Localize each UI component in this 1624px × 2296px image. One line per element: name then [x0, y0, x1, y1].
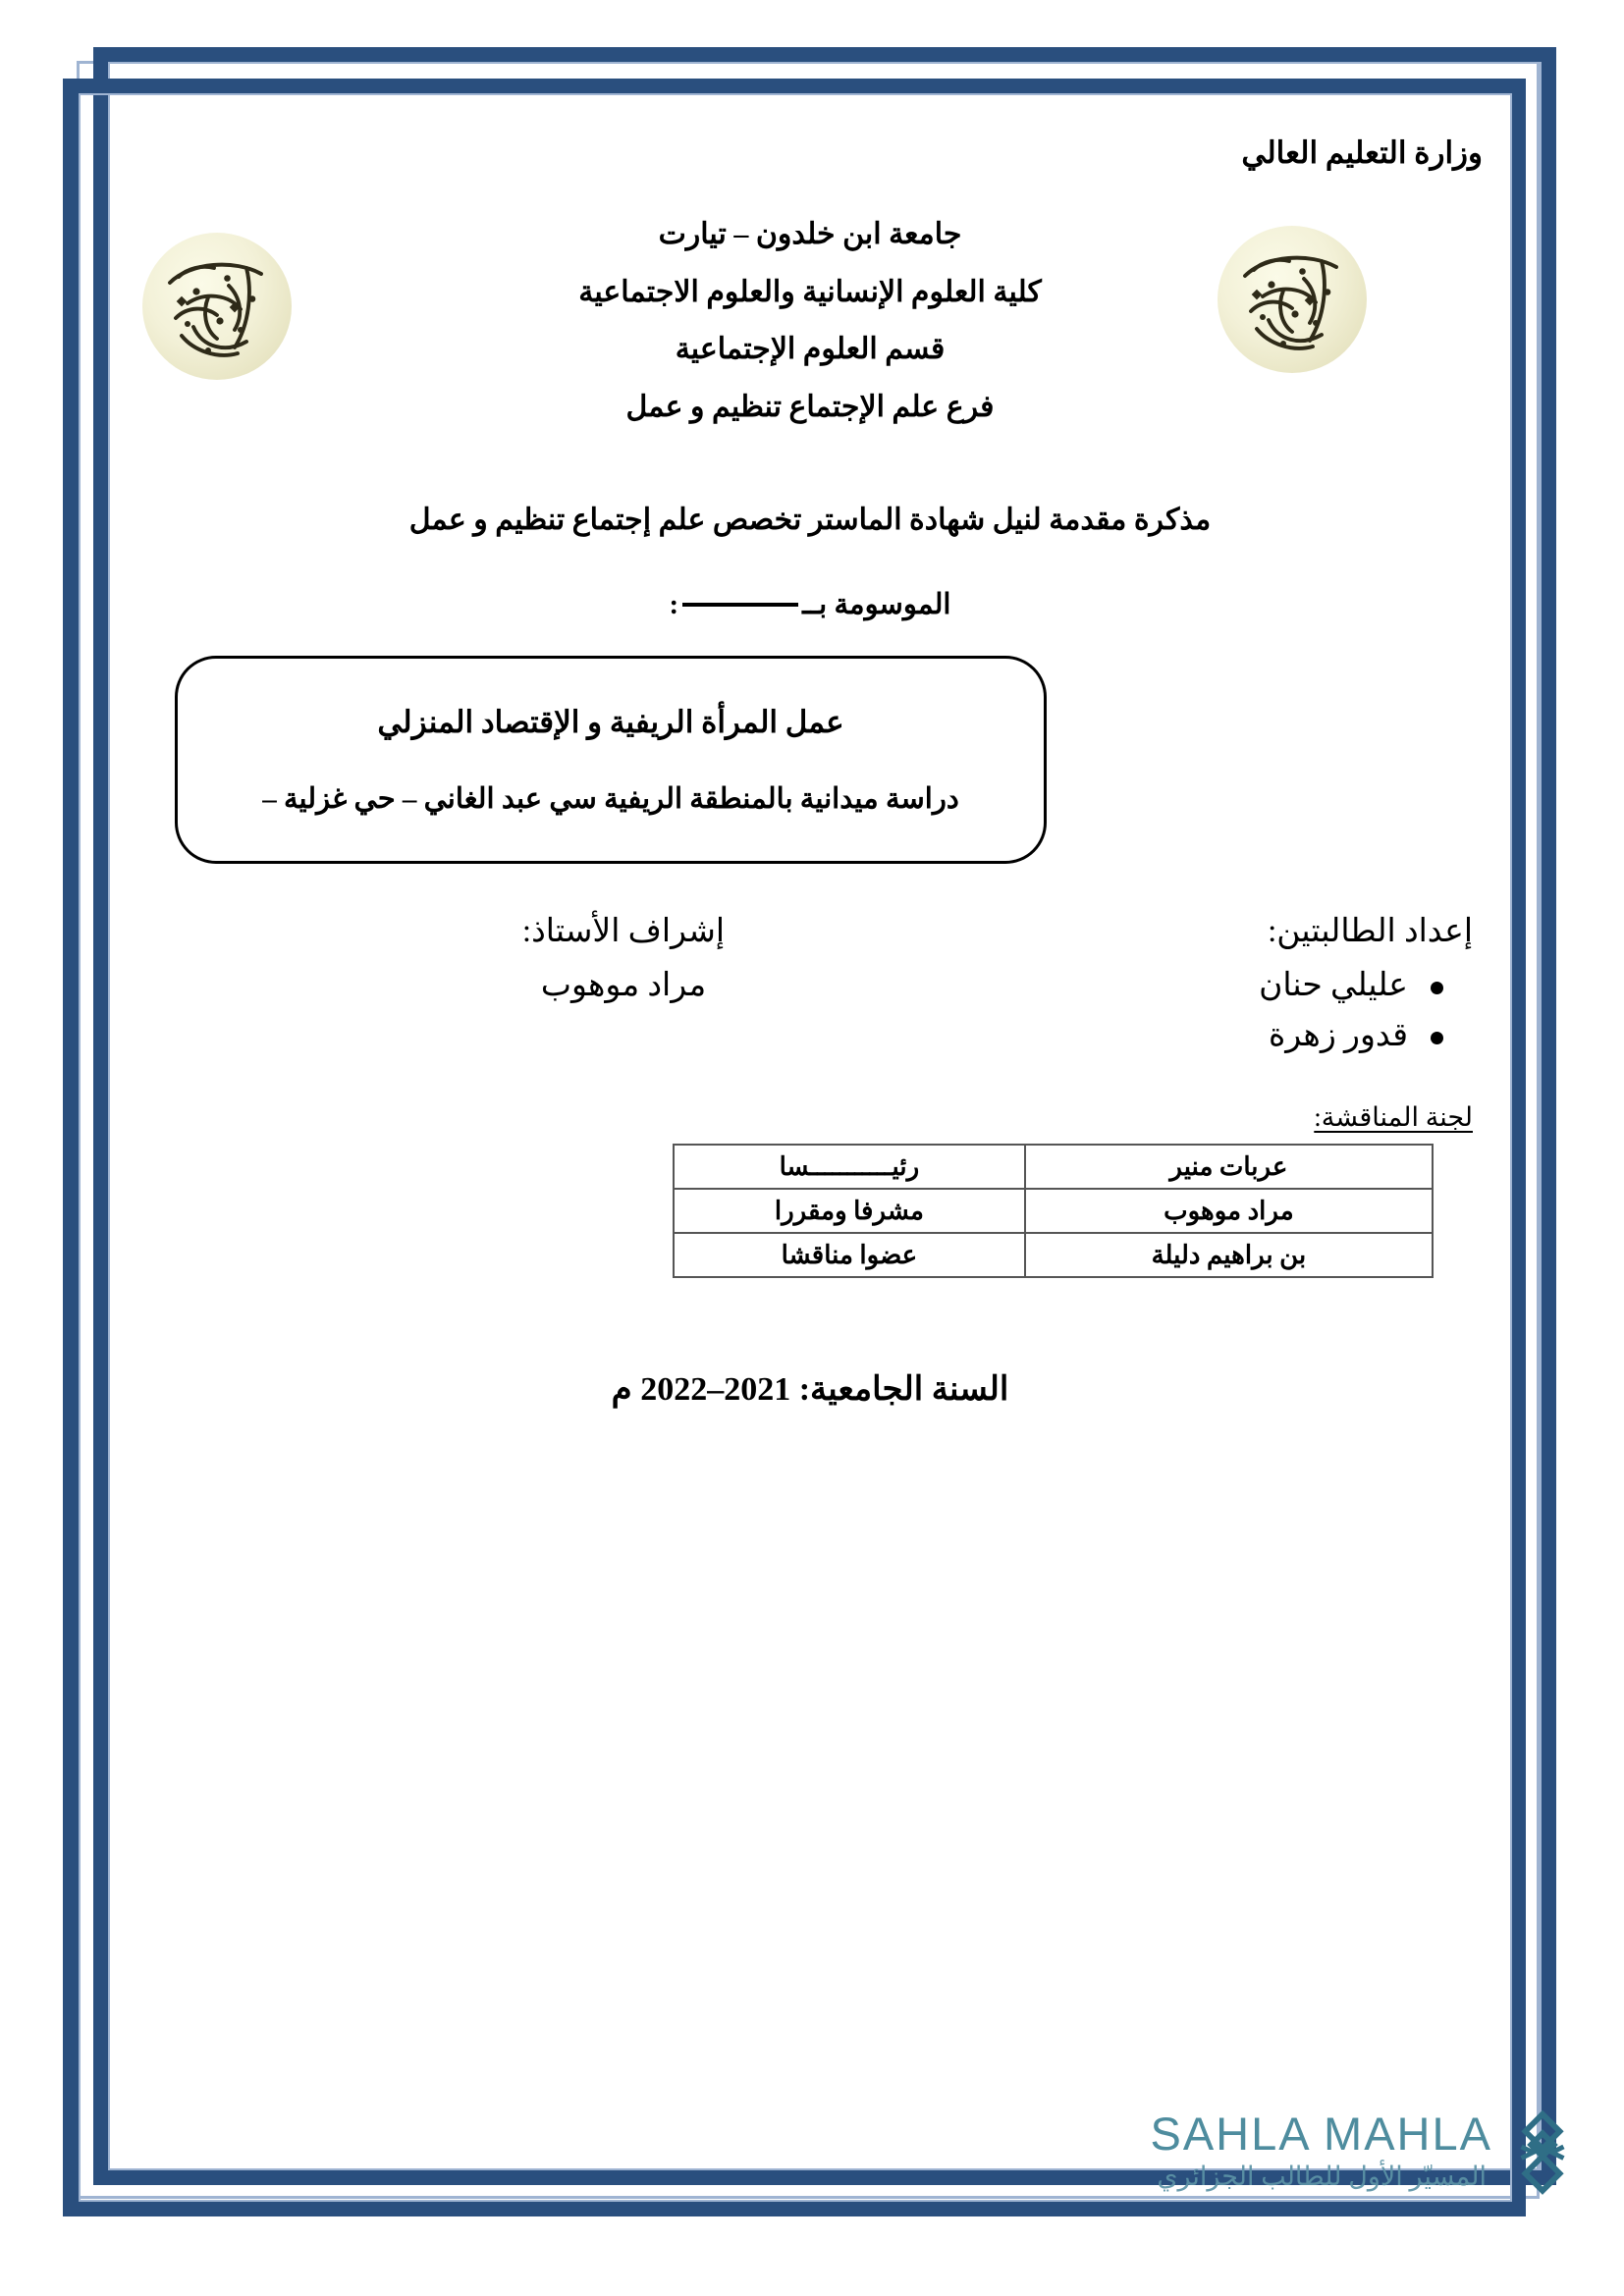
- entitled-suffix: :: [669, 589, 679, 620]
- supervisor-label: إشراف الأستاذ:: [521, 914, 726, 949]
- jury-table: [673, 1144, 1434, 1278]
- jury-member-role: عضوا مناقشا: [674, 1233, 1025, 1277]
- jury-member-role: رئيـــــــــــسا: [674, 1145, 1025, 1189]
- branch-name: فرع علم الإجتماع تنظيم و عمل: [625, 390, 995, 423]
- table-row: [674, 1145, 1433, 1189]
- page-content: [137, 118, 1483, 2160]
- thesis-title-main: عمل المرأة الريفية و الإقتصاد المنزلي: [377, 704, 844, 739]
- entitled-prefix: الموسومة بــ: [802, 589, 951, 620]
- entitled-rule: [682, 603, 798, 607]
- authors-list: [1051, 961, 1449, 1061]
- author-item: قدور زهرة: [1051, 1011, 1449, 1061]
- thesis-title-box: [175, 656, 1047, 864]
- thesis-title-subtitle: دراسة ميدانية بالمنطقة الريفية سي عبد الغاني – حي غزلية –: [262, 782, 959, 815]
- sahla-mahla-logo-icon: [1504, 2105, 1581, 2199]
- university-name: جامعة ابن خلدون – تيارت: [658, 218, 962, 250]
- jury-member-role: مشرفا ومقررا: [674, 1189, 1025, 1233]
- authors-label: إعداد الطالبتين:: [1268, 914, 1473, 949]
- academic-year: السنة الجامعية: 2021–2022 م: [611, 1371, 1009, 1408]
- ministry-line: وزارة التعليم العالي: [1241, 135, 1483, 170]
- watermark-tagline: المسيّر الأول للطالب الجزائري: [1157, 2162, 1487, 2191]
- faculty-name: كلية العلوم الإنسانية والعلوم الاجتماعية: [578, 275, 1042, 308]
- jury-member-name: عربات منير: [1025, 1145, 1433, 1189]
- supervisor-name: مراد موهوب: [540, 967, 707, 1003]
- entitled-line: [137, 587, 1483, 621]
- jury-label: لجنة المناقشة:: [1314, 1102, 1473, 1132]
- supervisor-block: [461, 908, 785, 1011]
- author-item: عليلي حنان: [1051, 961, 1449, 1011]
- watermark-brand: SAHLA MAHLA: [1150, 2108, 1492, 2160]
- authors-block: [1051, 908, 1473, 1061]
- table-row: [674, 1233, 1433, 1277]
- jury-member-name: مراد موهوب: [1025, 1189, 1433, 1233]
- thesis-statement: مذكرة مقدمة لنيل شهادة الماستر تخصص علم إجتماع تنظيم و عمل: [408, 504, 1212, 536]
- jury-member-name: بن براهيم دليلة: [1025, 1233, 1433, 1277]
- department-name: قسم العلوم الإجتماعية: [675, 333, 946, 365]
- table-row: [674, 1189, 1433, 1233]
- university-heading-block: [137, 206, 1483, 436]
